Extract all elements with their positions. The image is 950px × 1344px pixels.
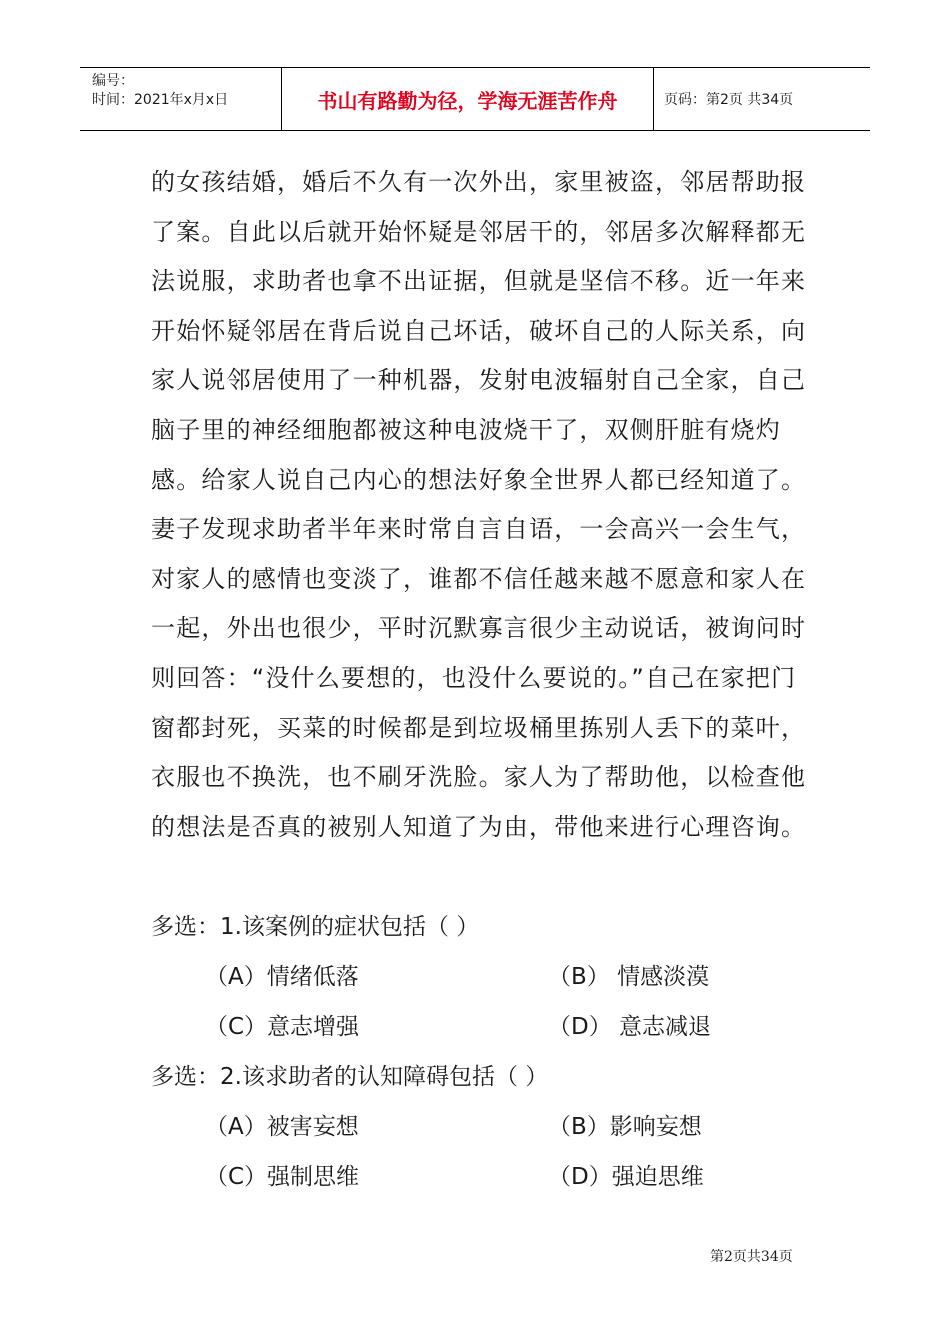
case-description: 的女孩结婚，婚后不久有一次外出，家里被盗，邻居帮助报了案。自此以后就开始怀疑是邻居干的，邻居多次解释都无法说服，求助者也拿不出证据，但就是坚信不移。近一年来开始怀疑邻居在背后说自己坏话，破坏自己的人际关系，向家人说邻居使用了一种机器，发射电波辐射自己全家，自己脑子里的神经细胞都被这种电波烧干了，双侧肝脏有烧灼感。给家人说自己内心的想法好象全世界人都已经知道了。妻子发现求助者半年来时常自言自语，一会高兴一会生气，对家人的感情也变淡了，谁都不信任越来越不愿意和家人在一起，外出也很少，平时沉默寡言很少主动说话，被询问时则回答：“没什么要想的，也没什么要说的。”自己在家把门窗都封死，买菜的时候都是到垃圾桶里拣别人丢下的菜叶，衣服也不换洗，也不刷牙洗脸。家人为了帮助他，以检查他的想法是否真的被别人知道了为由，带他来进行心理咨询。	[151, 168, 807, 841]
question-2-option-b: （B）影响妄想	[548, 1114, 702, 1140]
question-2-option-a: （A）被害妄想	[205, 1114, 359, 1140]
question-1-option-c: （C）意志增强	[205, 1014, 360, 1040]
time-label: 时间：2021年x月x日	[92, 92, 229, 108]
header-motto: 书山有路勤为径，学海无涯苦作舟	[282, 68, 654, 130]
question-1-option-a: （A）情绪低落	[205, 964, 359, 990]
page-footer: 第2页共34页	[710, 1249, 793, 1265]
question-2-option-d: （D）强迫思维	[548, 1164, 704, 1190]
header-page-label: 页码：第2页 共34页	[664, 92, 794, 108]
code-label: 编号：	[92, 73, 134, 89]
question-1-option-b: （B） 情感淡漠	[548, 964, 710, 990]
question-1-prompt: 多选：1.该案例的症状包括（ ）	[151, 914, 480, 940]
page-header	[80, 67, 870, 131]
question-2-prompt: 多选：2.该求助者的认知障碍包括（ ）	[151, 1064, 549, 1090]
question-2-option-c: （C）强制思维	[205, 1164, 360, 1190]
question-1-option-d: （D） 意志减退	[548, 1014, 712, 1040]
header-meta	[80, 68, 282, 130]
